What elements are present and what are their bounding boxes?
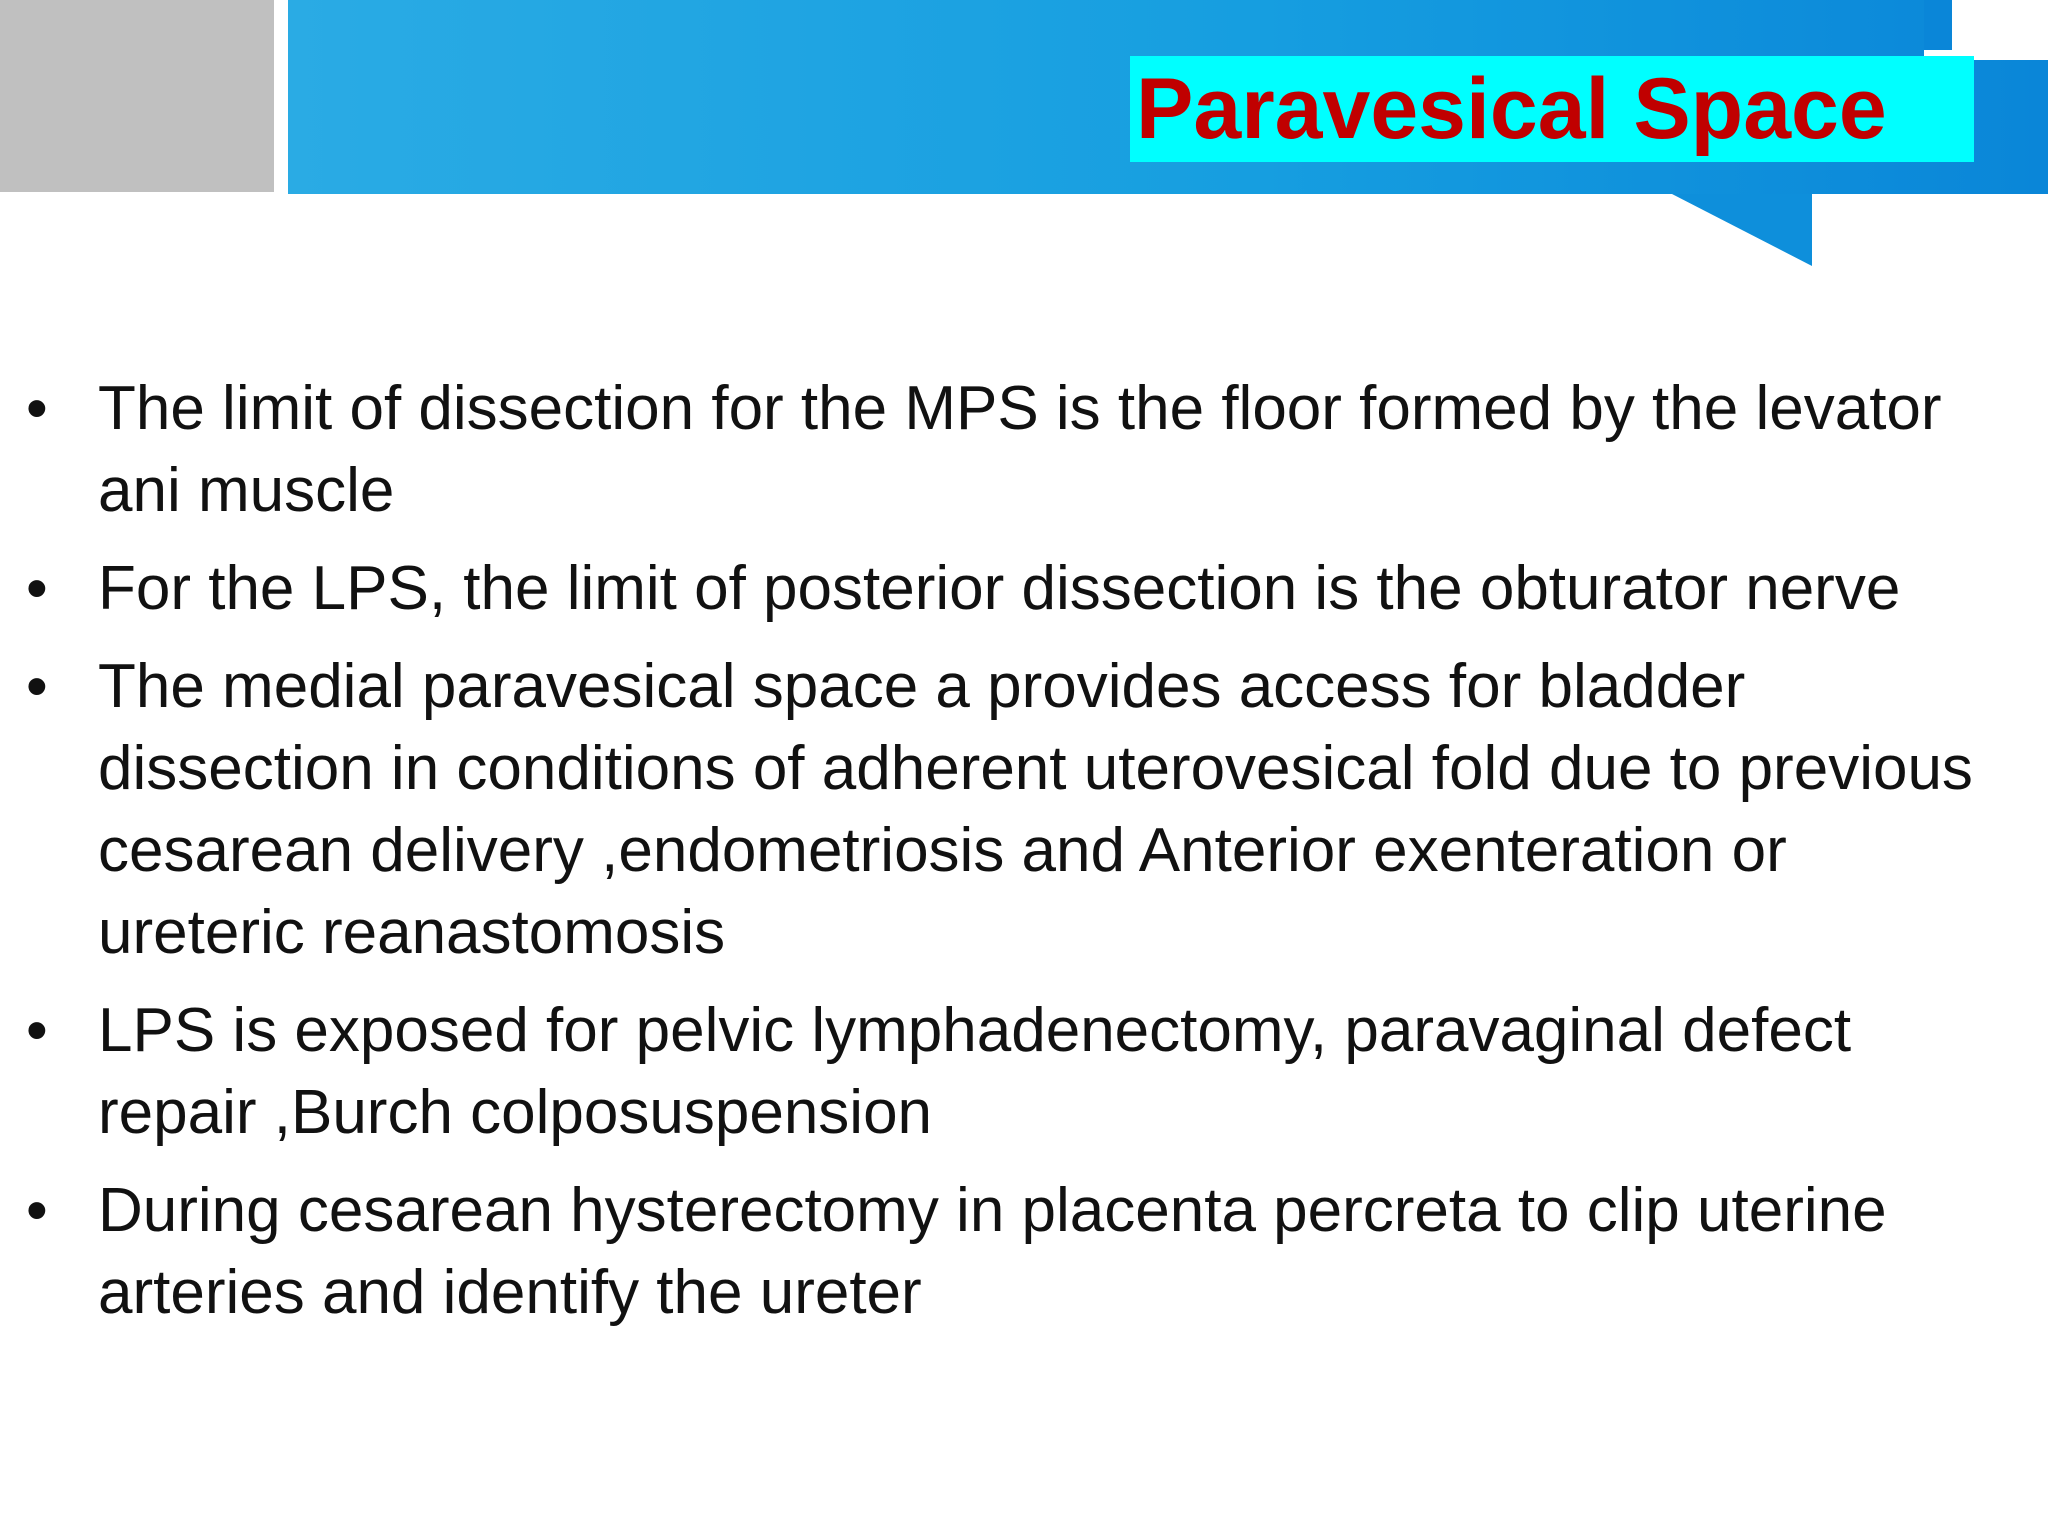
bullet-item xyxy=(0,368,1990,532)
bullet-icon: • xyxy=(26,652,48,721)
bullet-text: The limit of dissection for the MPS is the floor formed by the levator ani muscle xyxy=(98,374,1942,525)
header-callout-tail xyxy=(1672,194,1812,266)
header-top-tab xyxy=(1924,0,1952,50)
bullet-icon: • xyxy=(26,1176,48,1245)
bullet-text: During cesarean hysterectomy in placenta percreta to clip uterine arteries and identify the ureter xyxy=(98,1176,1887,1327)
header-top-notch xyxy=(1952,0,2048,56)
bullet-item xyxy=(0,990,1990,1154)
bullet-text: For the LPS, the limit of posterior dissection is the obturator nerve xyxy=(98,554,1901,623)
bullet-item xyxy=(0,1170,1990,1334)
bullet-icon: • xyxy=(26,554,48,623)
bullet-icon: • xyxy=(26,996,48,1065)
slide-title: Paravesical Space xyxy=(1136,61,1887,157)
bullet-list xyxy=(0,368,1990,1350)
bullet-text: LPS is exposed for pelvic lymphadenectomy, paravaginal defect repair ,Burch colposuspension xyxy=(98,996,1852,1147)
bullet-item xyxy=(0,548,1990,630)
bullet-icon: • xyxy=(26,374,48,443)
title-highlight-box xyxy=(1130,56,1974,162)
bullet-text: The medial paravesical space a provides access for bladder dissection in conditions of adherent uterovesical fold due to previous cesarean delivery ,endometriosis and Anterior exenteration or ureteric reanastomosis xyxy=(98,652,1973,967)
bullet-item xyxy=(0,646,1990,974)
